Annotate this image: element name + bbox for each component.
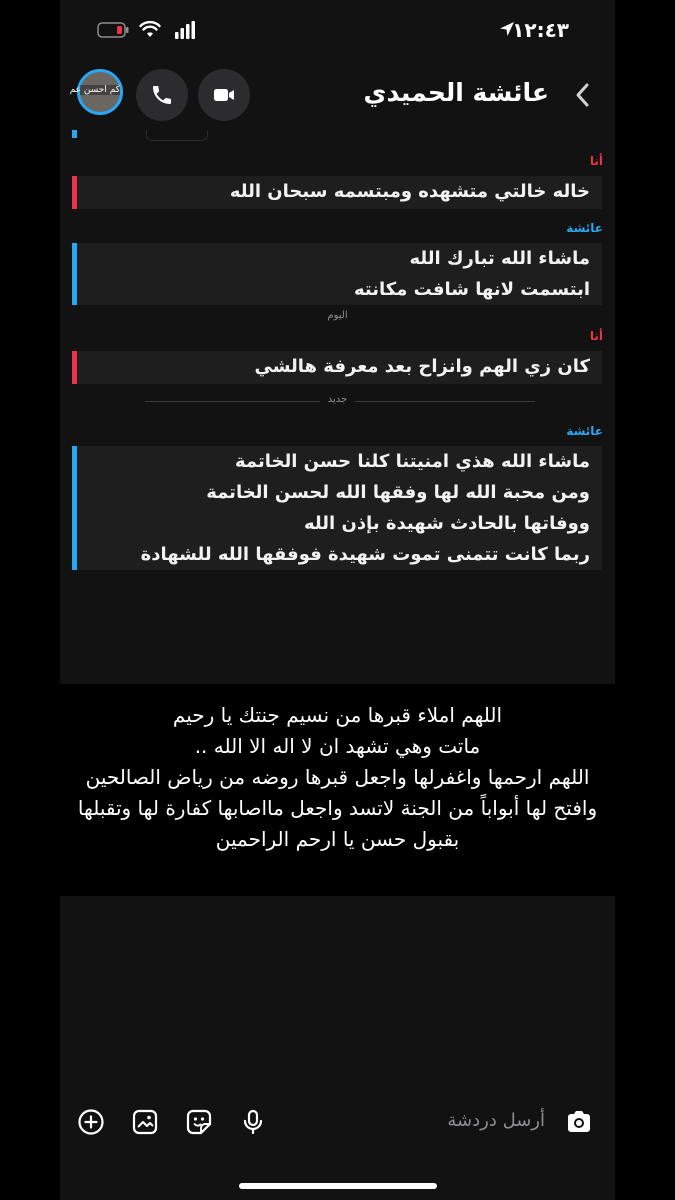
plus-circle-icon[interactable] <box>77 1108 105 1136</box>
scroll-remnant <box>72 130 77 138</box>
date-divider <box>60 310 615 321</box>
message-line: ربما كانت تتمنى تموت شهيدة فوفقها الله للشهادة <box>140 544 590 565</box>
battery-icon <box>97 22 129 38</box>
new-messages-divider <box>60 394 615 405</box>
message-line: ابتسمت لانها شافت مكانته <box>353 279 590 300</box>
status-time: ١٢:٤٣ <box>512 18 569 42</box>
message-bubble[interactable] <box>72 446 602 570</box>
chevron-left-icon[interactable] <box>575 82 591 108</box>
avatar[interactable] <box>69 69 123 115</box>
sender-label: أنا <box>589 154 603 168</box>
message-line: خاله خالتي متشهده ومبتسمه سبحان الله <box>229 181 590 202</box>
message-line: كان زي الهم وانزاح بعد معرفة هالشي <box>254 356 590 377</box>
sticker-icon[interactable] <box>185 1108 213 1136</box>
message-line: ومن محبة الله لها وفقها الله لحسن الخاتمة <box>206 482 590 503</box>
video-camera-icon <box>212 83 236 107</box>
caption-overlay <box>0 684 675 896</box>
message-bubble[interactable] <box>72 176 602 209</box>
caption-line: بقبول حسن يا ارحم الراحمين <box>215 827 460 851</box>
message-line: ووفاتها بالحادث شهيدة بإذن الله <box>304 513 590 534</box>
caption-line: ماتت وهي تشهد ان لا اله الا الله .. <box>194 734 481 758</box>
date-divider-label: اليوم <box>319 310 355 321</box>
camera-icon[interactable] <box>565 1108 593 1136</box>
caption-line: اللهم املاء قبرها من نسيم جنتك يا رحيم <box>172 703 503 727</box>
chat-input[interactable]: أرسل دردشة <box>447 1110 545 1131</box>
caption-line: وافتح لها أبواباً من الجنة لاتسد واجعل مااصابها كفارة لها وتقبلها <box>77 796 598 820</box>
signal-icon <box>175 21 195 39</box>
home-indicator <box>239 1183 437 1189</box>
video-call-button[interactable] <box>198 69 250 121</box>
chat-header <box>60 60 615 130</box>
wifi-icon <box>139 20 161 38</box>
chat-title[interactable]: عائشة الحميدي <box>363 78 549 107</box>
sender-label: عائشة <box>566 221 603 235</box>
message-line: ماشاء الله تبارك الله <box>409 248 590 269</box>
sender-label: أنا <box>589 329 603 343</box>
chat-screen <box>60 0 615 1200</box>
status-bar <box>60 0 615 60</box>
new-divider-label: جديد <box>320 394 355 405</box>
sender-label: عائشة <box>566 424 603 438</box>
message-bubble[interactable] <box>72 351 602 384</box>
gallery-icon[interactable] <box>131 1108 159 1136</box>
scroll-remnant <box>146 130 208 141</box>
caption-line: اللهم ارحمها واغفرلها واجعل قبرها روضه من رياض الصالحين <box>85 765 590 789</box>
call-button[interactable] <box>136 69 188 121</box>
phone-icon <box>150 83 174 107</box>
avatar-text: كم احسن عم <box>69 85 120 95</box>
microphone-icon[interactable] <box>239 1108 267 1136</box>
chat-input-bar <box>60 1096 615 1150</box>
message-line: ماشاء الله هذي امنيتنا كلنا حسن الخاتمة <box>234 451 590 472</box>
message-bubble[interactable] <box>72 243 602 305</box>
